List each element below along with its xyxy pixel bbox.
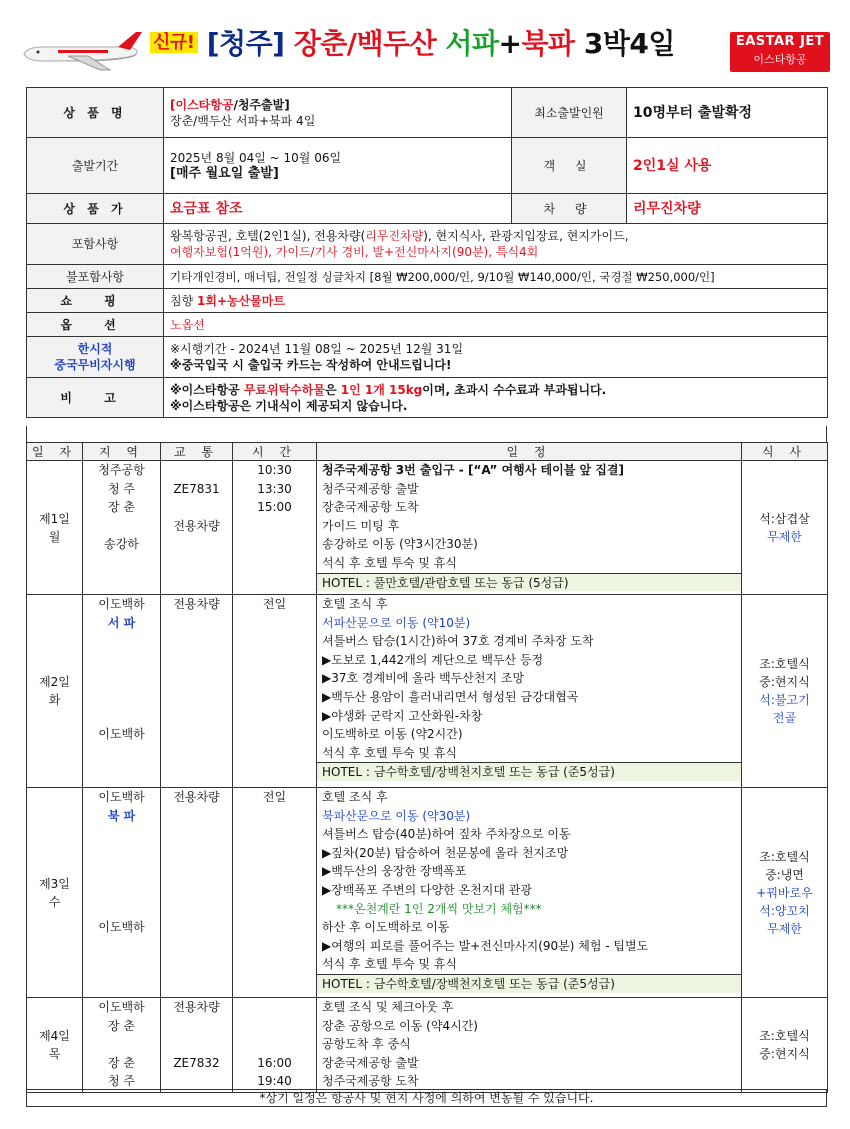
table-spacer [26,426,827,442]
min-departure-label: 최소출발인원 [512,88,627,138]
shopping-label: 쇼 핑 [27,289,164,313]
vehicle-label: 차 량 [512,194,627,224]
include-value: 왕복항공권, 호텔(2인1실), 전용차량(리무진차량), 현지식사, 관광지입장료, 현지가이드, 여행자보험(1억원), 가이드/기사 경비, 발+전신마사지(90분), 특식4회 [164,224,828,265]
header-date: 일 자 [27,443,83,461]
plan-cell: 호텔 조식 후 서파산문으로 이동 (약10분) 셔틀버스 탑승(1시간)하여 37호 경계비 주차장 도착 ▶도보로 1,442개의 계단으로 백두산 등정 ▶37호 경계비에 올라 백두산천지 조망 ▶백두산 용암이 흘러내리면서 형성된 금강대협곡 ▶야생화 군락지 고산화원-차창 이도백하로 이동 (약2시간) 석식 후 호텔 투숙 및 휴식 HOTEL : 금수학호텔/장백천지호텔 또는 동급 (준5성급) [317,595,742,788]
region-cell: 이도백하 장 춘 장 춘 청 주 [83,998,161,1093]
period-label: 출발기간 [27,138,164,194]
time-cell: 전일 [233,595,317,788]
table-row [27,461,828,595]
region-cell: 이도백하 북 파 이도백하 [83,788,161,998]
min-departure-value: 10명부터 출발확정 [627,88,828,138]
shopping-value: 침향 1회+농산물마트 [164,289,828,313]
header-time: 시 간 [233,443,317,461]
eastar-jet-logo: EASTAR JET 이스타항공 [730,32,830,72]
page-title: 신규! [청주] 장춘/백두산 서파+북파 3박4일 [150,22,675,62]
page-header [0,0,850,88]
hotel-line: HOTEL : 풀만호텔/관람호텔 또는 동급 (5성급) [317,573,741,592]
option-value: 노옵션 [164,313,828,337]
time-cell: 전일 [233,788,317,998]
table-row [27,998,828,1093]
product-info-table [26,87,828,418]
day-cell: 제1일 월 [27,461,83,595]
include-label: 포함사항 [27,224,164,265]
meal-cell: 조:호텔식 중:현지식 석:불고기 전골 [742,595,828,788]
meal-cell: 석:삼겹살 무제한 [742,461,828,595]
plan-cell: 청주국제공항 3번 출입구 - [“A” 여행사 테이블 앞 집결] 청주국제공항 출발 장춘국제공항 도착 가이드 미팅 후 송강하로 이동 (약3시간30분) 석식 후 호텔 투숙 및 휴식 HOTEL : 풀만호텔/관람호텔 또는 동급 (5성급) [317,461,742,595]
table-row [27,788,828,998]
visa-value: ※시행기간 - 2024년 11월 08일 ~ 2025년 12월 31일 ※중국입국 시 출입국 카드는 작성하여 안내드립니다! [164,337,828,378]
header-transport: 교 통 [161,443,233,461]
room-value: 2인1실 사용 [627,138,828,194]
period-cell: 2025년 8월 04일 ~ 10월 06일 [매주 월요일 출발] [164,138,512,194]
day-cell: 제4일 목 [27,998,83,1093]
transport-cell: 전용차량 [161,595,233,788]
table-row [27,595,828,788]
header-region: 지 역 [83,443,161,461]
option-label: 옵 션 [27,313,164,337]
region-cell: 이도백하 서 파 이도백하 [83,595,161,788]
airplane-icon [18,30,148,72]
region-cell: 청주공항 청 주 장 춘 송강하 [83,461,161,595]
footnote: *상기 일정은 항공사 및 현지 사정에 의하여 변동될 수 있습니다. [26,1089,827,1107]
day-cell: 제2일 화 [27,595,83,788]
hotel-line: HOTEL : 금수학호텔/장백천지호텔 또는 동급 (준5성급) [317,762,741,781]
visa-label: 한시적 중국무비자시행 [27,337,164,378]
transport-cell: 전용차량 ZE7832 [161,998,233,1093]
exclude-label: 불포함사항 [27,265,164,289]
time-cell: 16:00 19:40 [233,998,317,1093]
day-cell: 제3일 수 [27,788,83,998]
plan-cell: 호텔 조식 및 체크아웃 후 장춘 공항으로 이동 (약4시간) 공항도착 후 중식 장춘국제공항 출발 청주국제공항 도착 [317,998,742,1093]
hotel-line: HOTEL : 금수학호텔/장백천지호텔 또는 동급 (준5성급) [317,974,741,993]
price-label: 상 품 가 [27,194,164,224]
new-badge: 신규! [150,32,198,53]
room-label: 객 실 [512,138,627,194]
header-meal: 식 사 [742,443,828,461]
product-name-cell: [이스타항공/청주출발] 장춘/백두산 서파+북파 4일 [164,88,512,138]
transport-cell: ZE7831 전용차량 [161,461,233,595]
exclude-value: 기타개인경비, 매너팁, 전일정 싱글차지 [8월 ₩200,000/인, 9/10월 ₩140,000/인, 국경절 ₩250,000/인] [164,265,828,289]
plan-cell: 호텔 조식 후 북파산문으로 이동 (약30분) 셔틀버스 탑승(40분)하여 짚차 주차장으로 이동 ▶짚차(20분) 탑승하여 천문봉에 올라 천지조망 ▶백두산의 웅장한 장백폭포 ▶장백폭포 주변의 다양한 온천지대 관광 ***온천계란 1인 2개씩 맛보기 체험*** 하산 후 이도백하로 이동 ▶여행의 피로를 풀어주는 발+전신마사지(90분) 체험 - 팁별도 석식 후 호텔 투숙 및 휴식 HOTEL : 금수학호텔/장백천지호텔 또는 동급 (준5성급) [317,788,742,998]
transport-cell: 전용차량 [161,788,233,998]
price-value: 요금표 참조 [164,194,512,224]
itinerary-table [26,442,828,1093]
note-label: 비 고 [27,378,164,418]
product-label: 상 품 명 [27,88,164,138]
meal-cell: 조:호텔식 중:현지식 [742,998,828,1093]
header-schedule: 일 정 [317,443,742,461]
note-value: ※이스타항공 무료위탁수하물은 1인 1개 15kg이며, 초과시 수수료과 부과됩니다. ※이스타항공은 기내식이 제공되지 않습니다. [164,378,828,418]
vehicle-value: 리무진차량 [627,194,828,224]
time-cell: 10:30 13:30 15:00 [233,461,317,595]
meal-cell: 조:호텔식 중:냉면 +꿔바로우 석:양꼬치 무제한 [742,788,828,998]
